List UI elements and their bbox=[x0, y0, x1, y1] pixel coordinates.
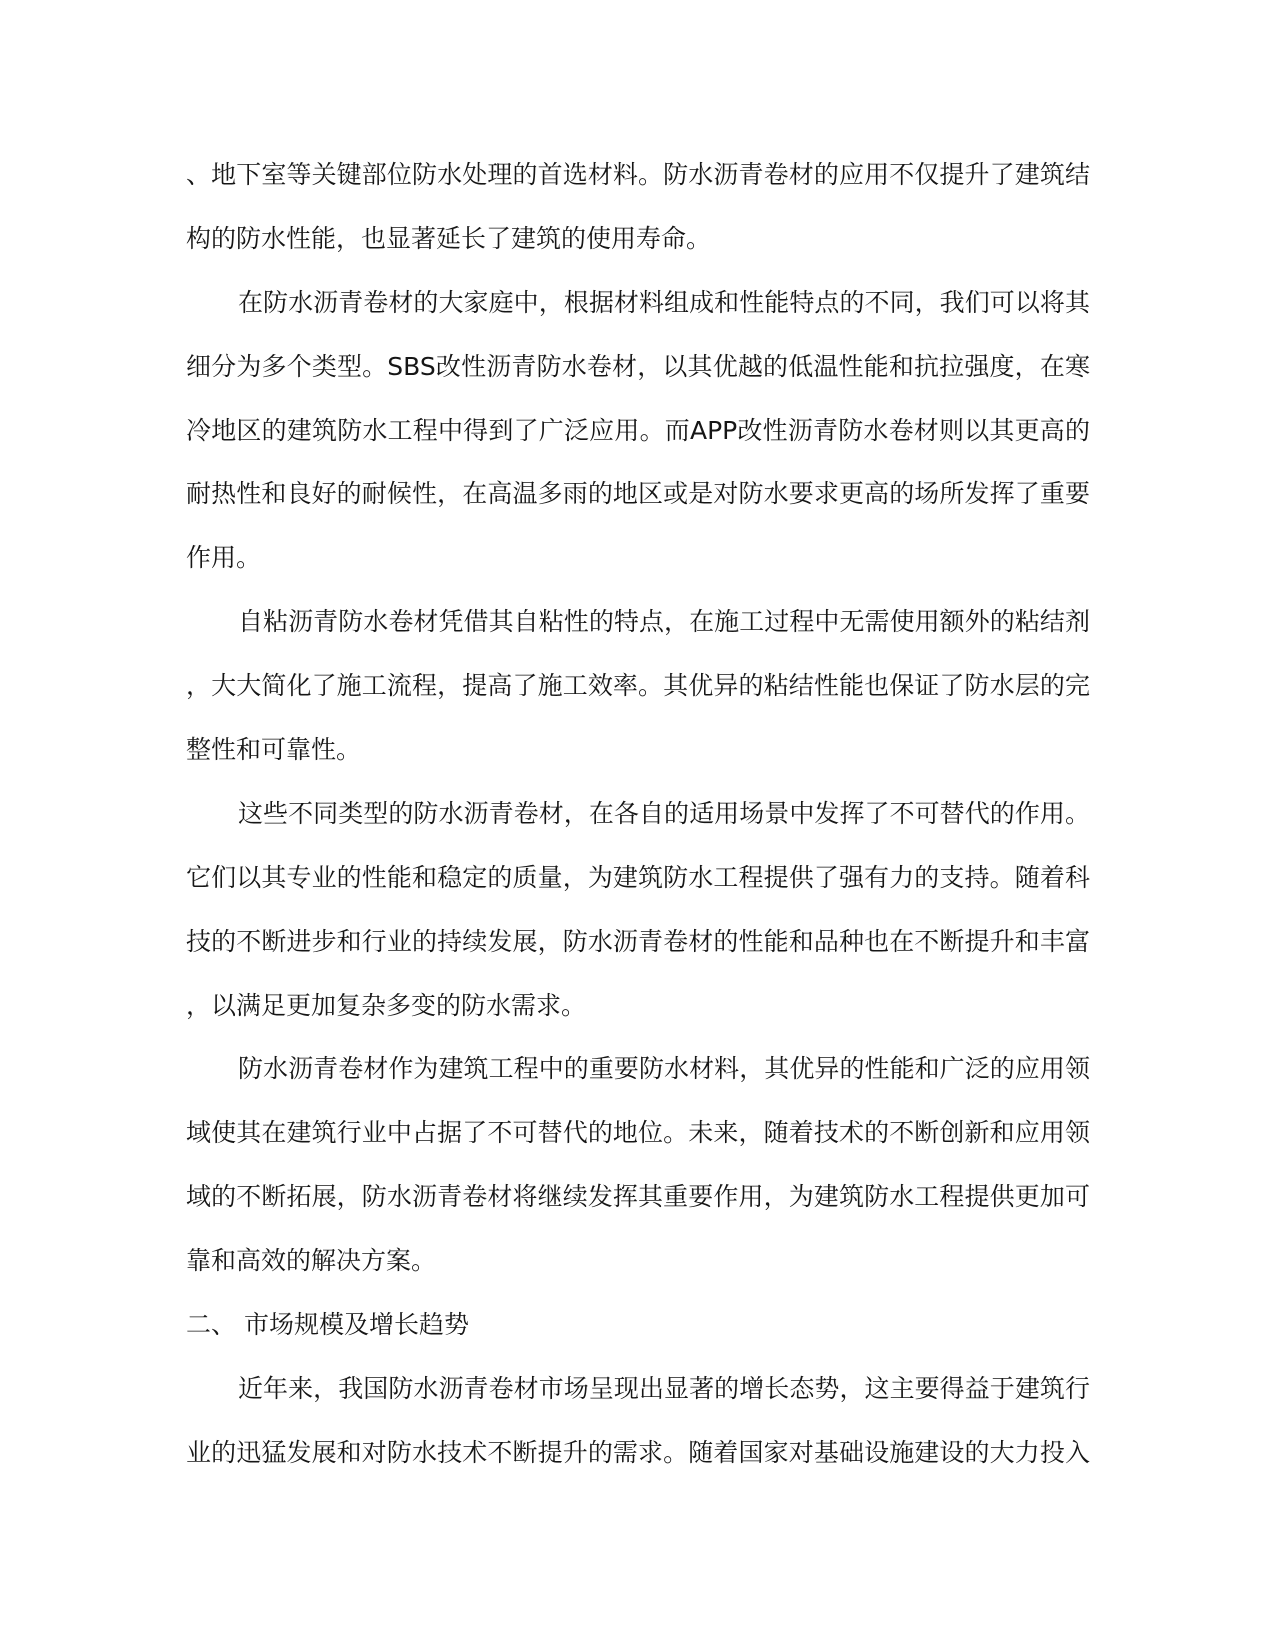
text-line: 业的迅猛发展和对防水技术不断提升的需求。随着国家对基础设施建设的大力投入 bbox=[186, 1437, 1090, 1467]
text-line: 在防水沥青卷材的大家庭中，根据材料组成和性能特点的不同，我们可以将其 bbox=[238, 287, 1090, 317]
text-line: 耐热性和良好的耐候性，在高温多雨的地区或是对防水要求更高的场所发挥了重要 bbox=[186, 479, 1090, 509]
text-line: 域的不断拓展，防水沥青卷材将继续发挥其重要作用，为建筑防水工程提供更加可 bbox=[186, 1182, 1090, 1212]
document-text-block bbox=[186, 143, 1090, 1485]
text-line: 构的防水性能，也显著延长了建筑的使用寿命。 bbox=[186, 223, 712, 253]
text-line: 靠和高效的解决方案。 bbox=[186, 1246, 437, 1276]
text-line: 它们以其专业的性能和稳定的质量，为建筑防水工程提供了强有力的支持。随着科 bbox=[186, 862, 1090, 892]
section-heading: 二、 市场规模及增长趋势 bbox=[186, 1310, 469, 1340]
text-line: 整性和可靠性。 bbox=[186, 735, 362, 765]
text-line: 近年来，我国防水沥青卷材市场呈现出显著的增长态势，这主要得益于建筑行 bbox=[238, 1373, 1090, 1403]
text-line: 防水沥青卷材作为建筑工程中的重要防水材料，其优异的性能和广泛的应用领 bbox=[238, 1054, 1090, 1084]
text-line: 这些不同类型的防水沥青卷材，在各自的适用场景中发挥了不可替代的作用。 bbox=[238, 798, 1090, 828]
text-line: 自粘沥青防水卷材凭借其自粘性的特点，在施工过程中无需使用额外的粘结剂 bbox=[238, 607, 1090, 637]
text-line: ，大大简化了施工流程，提高了施工效率。其优异的粘结性能也保证了防水层的完 bbox=[186, 671, 1090, 701]
text-line: 作用。 bbox=[186, 543, 262, 573]
text-line: 细分为多个类型。SBS改性沥青防水卷材，以其优越的低温性能和抗拉强度，在寒 bbox=[186, 351, 1090, 381]
text-line: 技的不断进步和行业的持续发展，防水沥青卷材的性能和品种也在不断提升和丰富 bbox=[186, 926, 1090, 956]
text-line: 冷地区的建筑防水工程中得到了广泛应用。而APP改性沥青防水卷材则以其更高的 bbox=[186, 415, 1090, 445]
text-line: 域使其在建筑行业中占据了不可替代的地位。未来，随着技术的不断创新和应用领 bbox=[186, 1118, 1090, 1148]
text-line: 、地下室等关键部位防水处理的首选材料。防水沥青卷材的应用不仅提升了建筑结 bbox=[186, 160, 1090, 189]
text-line: ，以满足更加复杂多变的防水需求。 bbox=[186, 990, 587, 1020]
